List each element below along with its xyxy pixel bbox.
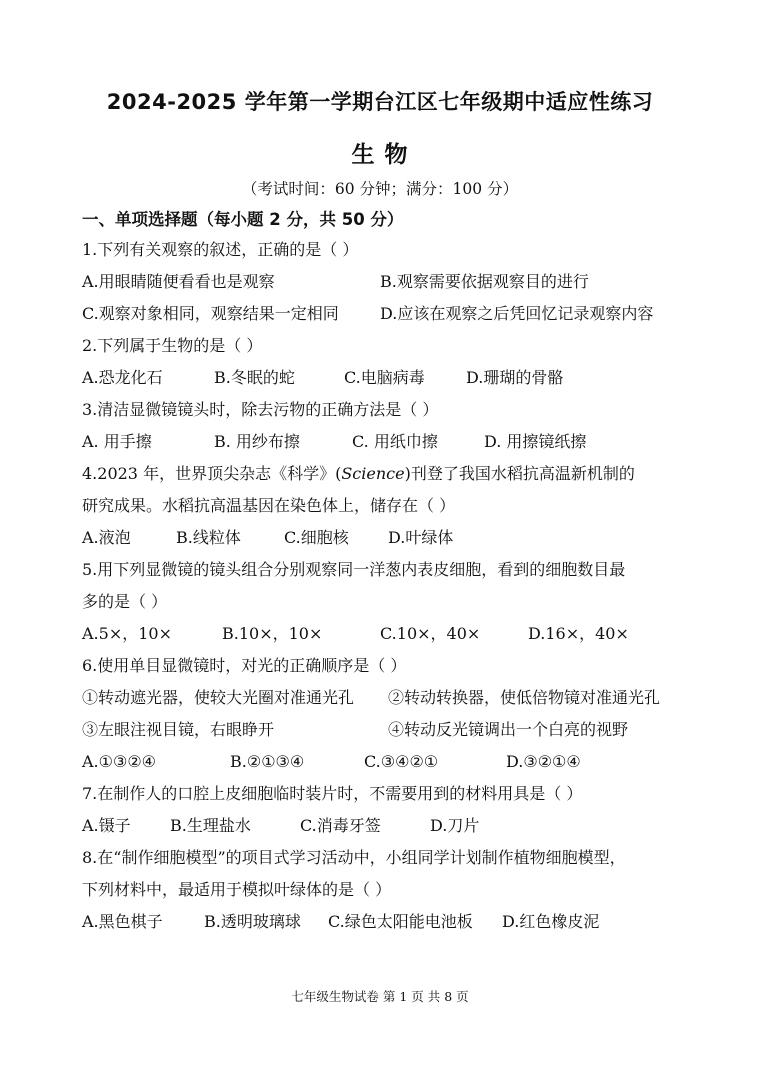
step-1: ①转动遮光器，使较大光圈对准通光孔: [82, 688, 355, 707]
question-stem-continued: 多的是（ ）: [82, 592, 168, 611]
question-stem-continued: 研究成果。水稻抗高温基因在染色体上，储存在（ ）: [82, 496, 456, 515]
option-a: A.镊子: [82, 816, 131, 835]
exam-info: （考试时间：60 分钟；满分：100 分）: [241, 180, 519, 198]
question-stem: 5.用下列显微镜的镜头组合分别观察同一洋葱内表皮细胞，看到的细胞数目最: [82, 560, 626, 579]
step-4: ④转动反光镜调出一个白亮的视野: [388, 720, 629, 739]
section-heading: 一、单项选择题（每小题 2 分，共 50 分）: [82, 210, 404, 229]
option-b: B.10×，10×: [222, 624, 323, 643]
option-c: C.细胞核: [284, 528, 349, 547]
stem-part: 4.2023 年，世界顶尖杂志《科学》(: [82, 464, 342, 483]
option-b: B.②①③④: [230, 752, 305, 771]
option-row: [82, 522, 682, 554]
option-row: [82, 426, 682, 458]
page-footer: 七年级生物试卷 第 1 页 共 8 页: [291, 989, 469, 1004]
option-d: D.应该在观察之后凭回忆记录观察内容: [380, 304, 654, 323]
option-a: A.黑色棋子: [82, 912, 163, 931]
option-c: C.观察对象相同，观察结果一定相同: [82, 304, 339, 323]
option-c: C.电脑病毒: [344, 368, 425, 387]
option-row: [82, 362, 682, 394]
option-c: C.③④②①: [364, 752, 439, 771]
option-d: D.红色橡皮泥: [502, 912, 600, 931]
question-stem: 1.下列有关观察的叙述，正确的是（ ）: [82, 240, 359, 259]
option-d: D. 用擦镜纸擦: [484, 432, 587, 451]
question-stem: 7.在制作人的口腔上皮细胞临时装片时，不需要用到的材料用具是（ ）: [82, 784, 583, 803]
stem-italic-term: Science: [341, 464, 405, 483]
question-list: [82, 234, 682, 938]
option-d: D.③②①④: [506, 752, 581, 771]
option-row: [82, 906, 682, 938]
option-a: A. 用手擦: [82, 432, 152, 451]
option-b: B.观察需要依据观察目的进行: [380, 272, 589, 291]
step-row: [82, 682, 682, 714]
option-row: [82, 810, 682, 842]
option-row: [82, 618, 682, 650]
option-c: C. 用纸巾擦: [352, 432, 438, 451]
option-a: A.5×，10×: [82, 624, 172, 643]
question-stem: 8.在“制作细胞模型”的项目式学习活动中，小组同学计划制作植物细胞模型，: [82, 848, 626, 867]
option-b: B.生理盐水: [170, 816, 251, 835]
option-b: B. 用纱布擦: [214, 432, 300, 451]
option-d: D.刀片: [430, 816, 480, 835]
option-d: D.珊瑚的骨骼: [466, 368, 564, 387]
option-a: A.①③②④: [82, 752, 157, 771]
option-c: C.10×，40×: [380, 624, 481, 643]
step-2: ②转动转换器，使低倍物镜对准通光孔: [388, 688, 661, 707]
option-row: [82, 266, 682, 298]
question-stem: 3.清洁显微镜镜头时，除去污物的正确方法是（ ）: [82, 400, 439, 419]
question-stem-continued: 下列材料中，最适用于模拟叶绿体的是（ ）: [82, 880, 392, 899]
subject-title: 生 物: [351, 142, 409, 168]
option-d: D.16×，40×: [528, 624, 629, 643]
option-row: [82, 298, 682, 330]
option-row: [82, 746, 682, 778]
exam-title: 2024-2025 学年第一学期台江区七年级期中适应性练习: [106, 90, 654, 114]
option-c: C.消毒牙签: [300, 816, 381, 835]
step-3: ③左眼注视目镜，右眼睁开: [82, 720, 275, 739]
stem-part: )刊登了我国水稻抗高温新机制的: [404, 464, 635, 483]
option-a: A.恐龙化石: [82, 368, 163, 387]
question-stem: 6.使用单目显微镜时，对光的正确顺序是（ ）: [82, 656, 407, 675]
option-a: A.用眼睛随便看看也是观察: [82, 272, 275, 291]
option-d: D.叶绿体: [388, 528, 454, 547]
question-stem: 2.下列属于生物的是（ ）: [82, 336, 263, 355]
question-stem: [82, 458, 682, 490]
option-c: C.绿色太阳能电池板: [328, 912, 473, 931]
option-a: A.液泡: [82, 528, 131, 547]
step-row: [82, 714, 682, 746]
option-b: B.线粒体: [176, 528, 241, 547]
option-b: B.冬眠的蛇: [214, 368, 295, 387]
option-b: B.透明玻璃球: [204, 912, 301, 931]
